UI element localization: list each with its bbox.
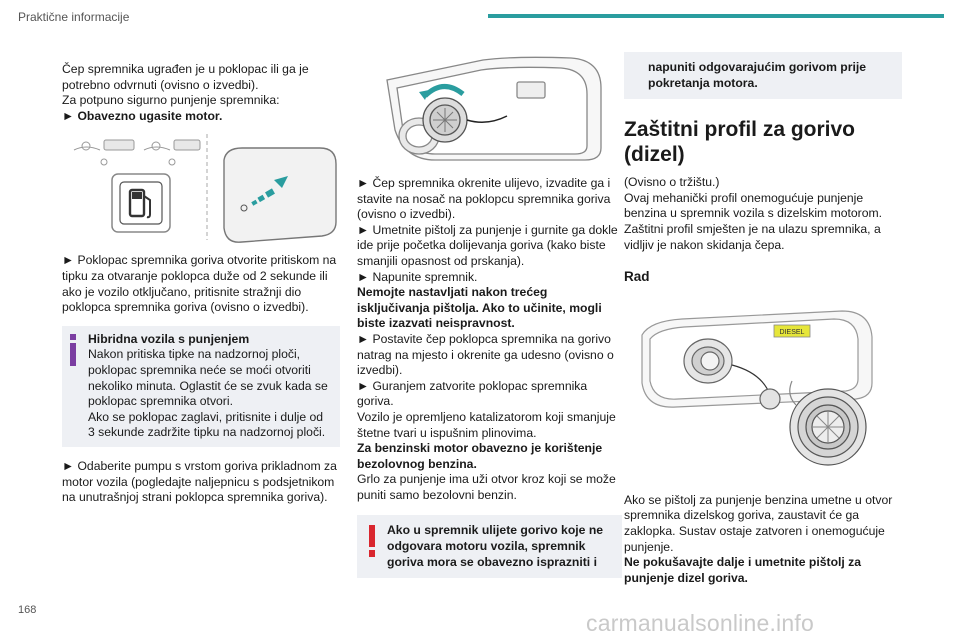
instruction-step: ► Guranjem zatvorite poklopac spremnika goriva.	[357, 378, 588, 409]
page-header-title: Praktične informacije	[18, 10, 130, 24]
warning-text: napuniti odgovarajućim gorivom prije pokretanja motora.	[648, 60, 867, 90]
paragraph: Ako se pištolj za punjenje benzina umetne u otvor spremnika dizelskog goriva, zaustavit će ga zaklopka. Sustav ostaje zatvoren i onemogućuje punjenje.	[624, 492, 893, 554]
subsection-heading: Rad	[624, 269, 650, 285]
bold-notice: Ne pokušavajte dalje i umetnite pištolj za punjenje dizel goriva.	[624, 555, 862, 585]
bold-notice: Za benzinski motor obavezno je korištenje bezolovnog benzina.	[357, 441, 603, 471]
column-2	[357, 52, 622, 578]
fuel-door-figure	[62, 132, 340, 244]
info-text: Nakon pritiska tipke na nadzornoj ploči, poklopac spremnika neće se moći otvoriti nekoliko minuta. Oglastit će se zvuk kada se poklopac spremnika otvori.	[88, 347, 328, 409]
instruction-step: ► Umetnite pištolj za punjenje i gurnite ga dokle ide prije početka dolijevanja goriva (kako biste smanjili opasnost od prskanja).	[357, 222, 618, 268]
paragraph: Za potpuno sigurno punjenje spremnika:	[62, 93, 280, 108]
paragraph: Grlo za punjenje ima uži otvor kroz koji se može puniti samo bezolovni benzin.	[357, 472, 616, 502]
dashboard-indicators	[74, 140, 200, 165]
paragraph: Čep spremnika ugrađen je u poklopac ili ga je potrebno odvrnuti (ovisno o izvedbi).	[62, 62, 309, 92]
page-number: 168	[18, 604, 37, 616]
instruction-step: ► Napunite spremnik.	[357, 269, 478, 284]
column-3	[624, 52, 902, 586]
column-1	[62, 62, 340, 506]
instruction-step: ► Obavezno ugasite motor.	[62, 108, 223, 123]
fuel-pump-icon	[112, 174, 170, 232]
diesel-label	[774, 325, 810, 337]
paragraph: Ovaj mehanički profil onemogućuje punjenje benzina u spremnik vozila s dizelskim motorom.	[624, 190, 883, 221]
info-title: Hibridna vozila s punjenjem	[88, 331, 250, 346]
info-icon	[70, 334, 76, 366]
watermark: carmanualsonline.info	[586, 610, 814, 636]
svg-text:DIESEL: DIESEL	[779, 328, 805, 336]
section-heading: Zaštitni profil za gorivo (dizel)	[624, 118, 856, 167]
instruction-step: ► Čep spremnika okrenite ulijevo, izvadite ga i stavite na nosač na poklopcu spremnika goriva (ovisno o izvedbi).	[357, 176, 611, 222]
diesel-profile-figure	[624, 295, 902, 471]
paragraph: ► Odaberite pumpu s vrstom goriva prikladnom za motor vozila (pogledajte naljepnicu s podsjetnikom na unutrašnjoj strani poklopca spremnika goriva).	[62, 458, 337, 505]
fuel-door-shape	[224, 148, 336, 242]
fuel-filler-housing	[387, 57, 601, 160]
info-box	[62, 326, 340, 447]
bold-notice: Nemojte nastavljati nakon trećeg isključivanja pištolja. Ako to učinite, mogli biste izazvati neispravnost.	[357, 285, 602, 331]
info-text: Ako se poklopac zaglavi, pritisnite i dulje od 3 sekunde zadržite tipku na nadzornoj ploči.	[88, 409, 326, 440]
warning-text: Ako u spremnik ulijete gorivo koje ne odgovara motoru vozila, spremnik goriva mora se obavezno isprazniti i	[387, 523, 604, 569]
header-accent-bar	[488, 14, 944, 18]
fuel-cap-figure	[357, 52, 622, 164]
instruction-step: ► Postavite čep poklopca spremnika na gorivo natrag na mjesto i okrenite ga udesno (ovisno o izvedbi).	[357, 331, 614, 378]
warning-box-continued	[624, 52, 902, 99]
warning-box	[357, 515, 622, 578]
paragraph: ► Poklopac spremnika goriva otvorite pritiskom na tipku za otvaranje poklopca duže od 2 sekunde ili ako je vozilo otključano, pritisnite stražnji dio poklopca spremnika goriva (ovisno o izvedbi).	[62, 253, 337, 315]
paragraph: (Ovisno o tržištu.)	[624, 175, 720, 190]
paragraph: Vozilo je opremljeno katalizatorom koji smanjuje štetne tvari u ispušnim plinovima.	[357, 409, 616, 440]
warning-icon	[367, 525, 377, 557]
paragraph: Zaštitni profil smješten je na ulazu spremnika, a vidljiv je nakon skidanja čepa.	[624, 221, 881, 252]
